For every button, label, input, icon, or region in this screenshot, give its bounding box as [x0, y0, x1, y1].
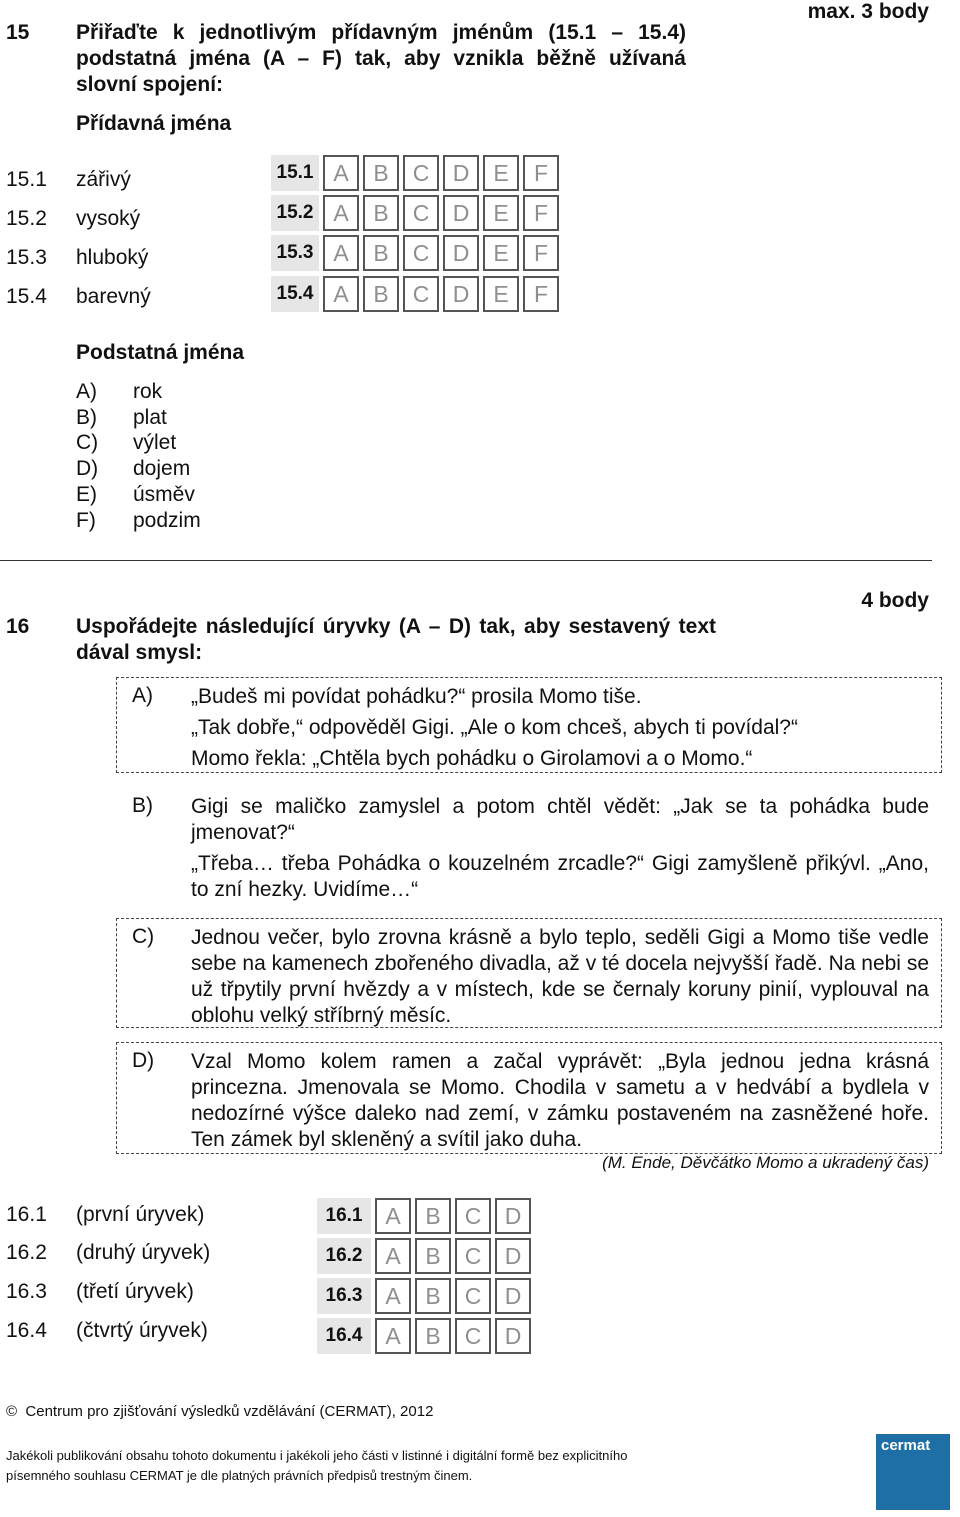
item-label: (čtvrtý úryvek): [76, 1319, 208, 1342]
answer-grid-16-3: [317, 1278, 531, 1314]
option-box-a[interactable]: A: [323, 195, 359, 231]
copyright-icon: ©: [6, 1403, 18, 1420]
option-box-d[interactable]: D: [495, 1198, 531, 1234]
excerpt-letter: D): [132, 1049, 155, 1072]
option-box-b[interactable]: B: [363, 276, 399, 312]
noun-word: úsměv: [133, 483, 195, 506]
copyright-text: Centrum pro zjišťování výsledků vzdělávání (CERMAT), 2012: [25, 1403, 434, 1420]
answer-grid-15-3: [271, 235, 559, 271]
option-box-d[interactable]: D: [495, 1238, 531, 1274]
item-number: 15.1: [6, 168, 47, 191]
adjectives-heading: Přídavná jména: [76, 112, 232, 135]
excerpt-line: Jednou večer, bylo zrovna krásně a bylo teplo, seděli Gigi a Momo tiše vedle sebe na kamenech zbořeného divadla, až v té docela nejvyšší řadě. Na nebi se už třpytily první hvězdy a v místech, kde se černaly koruny pinií, vyplouval na oblohu velký stříbrný měsíc.: [191, 926, 929, 1027]
option-box-a[interactable]: A: [375, 1238, 411, 1274]
option-box-d[interactable]: D: [443, 195, 479, 231]
item-number: 15.2: [6, 207, 47, 230]
section-divider: [0, 560, 932, 561]
question-number: 16: [6, 615, 30, 638]
option-box-e[interactable]: E: [483, 195, 519, 231]
option-box-e[interactable]: E: [483, 155, 519, 191]
noun-word: výlet: [133, 431, 177, 454]
option-box-b[interactable]: B: [415, 1318, 451, 1354]
option-box-d[interactable]: D: [443, 155, 479, 191]
cermat-logo: [876, 1434, 950, 1510]
item-label: (první úryvek): [76, 1203, 205, 1226]
item-number: 15.3: [6, 246, 47, 269]
question-number: 15: [6, 21, 30, 44]
answer-grid-15-2: [271, 195, 559, 231]
item-word: vysoký: [76, 207, 141, 230]
noun-word: plat: [133, 406, 167, 429]
noun-word: podzim: [133, 509, 201, 532]
excerpt-text-b: [191, 794, 929, 903]
option-box-c[interactable]: C: [455, 1238, 491, 1274]
option-box-b[interactable]: B: [363, 195, 399, 231]
item-word: barevný: [76, 285, 151, 308]
excerpt-line: Vzal Momo kolem ramen a začal vyprávět: „Byla jednou jedna krásná princezna. Jmenovala se Momo. Chodila v sametu a v hedvábí a bydlela v nedozírné výšce daleko nad zemí, v zámku postaveném na zasněžené hoře. Ten zámek byl skleněný a svítil jako duha.: [191, 1050, 929, 1151]
noun-letter: E): [76, 483, 97, 506]
grid-label: 15.1: [271, 155, 319, 191]
source-citation: (M. Ende, Děvčátko Momo a ukradený čas): [602, 1153, 929, 1172]
noun-letter: A): [76, 380, 97, 403]
option-box-d[interactable]: D: [495, 1278, 531, 1314]
grid-label: 16.3: [317, 1278, 371, 1314]
option-box-a[interactable]: A: [375, 1318, 411, 1354]
noun-letter: C): [76, 431, 99, 454]
answer-grid-16-2: [317, 1238, 531, 1274]
item-label: (druhý úryvek): [76, 1241, 211, 1264]
item-number: 16.1: [6, 1203, 47, 1226]
grid-label: 16.2: [317, 1238, 371, 1274]
legal-notice: [6, 1446, 627, 1486]
option-box-a[interactable]: A: [375, 1198, 411, 1234]
excerpt-text-a: [191, 684, 929, 772]
excerpt-line: Momo řekla: „Chtěla bych pohádku o Girolamovi a o Momo.“: [191, 747, 753, 770]
excerpt-letter: B): [132, 794, 153, 817]
option-box-a[interactable]: A: [323, 276, 359, 312]
option-box-c[interactable]: C: [455, 1318, 491, 1354]
excerpt-letter: A): [132, 684, 153, 707]
option-box-f[interactable]: F: [523, 235, 559, 271]
grid-label: 15.3: [271, 235, 319, 271]
option-box-d[interactable]: D: [443, 276, 479, 312]
grid-label: 15.4: [271, 276, 319, 312]
option-box-f[interactable]: F: [523, 155, 559, 191]
noun-letter: B): [76, 406, 97, 429]
option-box-c[interactable]: C: [455, 1278, 491, 1314]
option-box-f[interactable]: F: [523, 195, 559, 231]
option-box-b[interactable]: B: [363, 155, 399, 191]
answer-grid-15-4: [271, 276, 559, 312]
excerpt-line: „Tak dobře,“ odpověděl Gigi. „Ale o kom chceš, abych ti povídal?“: [191, 716, 798, 739]
option-box-b[interactable]: B: [363, 235, 399, 271]
grid-label: 15.2: [271, 195, 319, 231]
item-number: 16.4: [6, 1319, 47, 1342]
grid-label: 16.1: [317, 1198, 371, 1234]
item-word: hluboký: [76, 246, 149, 269]
excerpt-text-d: [191, 1049, 929, 1153]
option-box-e[interactable]: E: [483, 276, 519, 312]
answer-grid-15-1: [271, 155, 559, 191]
item-number: 16.3: [6, 1280, 47, 1303]
option-box-b[interactable]: B: [415, 1198, 451, 1234]
excerpt-line: „Budeš mi povídat pohádku?“ prosila Momo tiše.: [191, 685, 642, 708]
points-label: 4 body: [861, 589, 929, 612]
option-box-b[interactable]: B: [415, 1278, 451, 1314]
option-box-c[interactable]: C: [455, 1198, 491, 1234]
noun-letter: D): [76, 457, 99, 480]
noun-word: rok: [133, 380, 163, 403]
grid-label: 16.4: [317, 1318, 371, 1354]
option-box-c[interactable]: C: [403, 276, 439, 312]
legal-notice-line: Jakékoli publikování obsahu tohoto dokumentu i jakékoli jeho části v listinné i digitální formě bez explicitního: [6, 1448, 628, 1463]
answer-grid-16-1: [317, 1198, 531, 1234]
question-instruction: Uspořádejte následující úryvky (A – D) tak, aby sestavený text dával smysl:: [76, 615, 716, 664]
excerpt-line: Gigi se maličko zamyslel a potom chtěl vědět: „Jak se ta pohádka bude jmenovat?“: [191, 795, 929, 844]
nouns-heading: Podstatná jména: [76, 341, 245, 364]
question-instruction: Přiřaďte k jednotlivým přídavným jménům (15.1 – 15.4) podstatná jména (A – F) tak, aby vznikla běžně užívaná slovní spojení:: [76, 21, 686, 96]
excerpt-text-c: [191, 925, 929, 1029]
points-label: max. 3 body: [807, 0, 929, 23]
option-box-a[interactable]: A: [375, 1278, 411, 1314]
option-box-c[interactable]: C: [403, 195, 439, 231]
option-box-a[interactable]: A: [323, 235, 359, 271]
option-box-a[interactable]: A: [323, 155, 359, 191]
noun-letter: F): [76, 509, 96, 532]
noun-word: dojem: [133, 457, 191, 480]
option-box-d[interactable]: D: [495, 1318, 531, 1354]
option-box-f[interactable]: F: [523, 276, 559, 312]
copyright: [6, 1403, 433, 1420]
item-number: 15.4: [6, 285, 47, 308]
option-box-d[interactable]: D: [443, 235, 479, 271]
item-label: (třetí úryvek): [76, 1280, 194, 1303]
option-box-e[interactable]: E: [483, 235, 519, 271]
option-box-c[interactable]: C: [403, 235, 439, 271]
item-number: 16.2: [6, 1241, 47, 1264]
option-box-b[interactable]: B: [415, 1238, 451, 1274]
item-word: zářivý: [76, 168, 131, 191]
logo-text: cermat: [881, 1437, 931, 1454]
option-box-c[interactable]: C: [403, 155, 439, 191]
legal-notice-line: písemného souhlasu CERMAT je dle platných právních předpisů trestným činem.: [6, 1468, 473, 1483]
answer-grid-16-4: [317, 1318, 531, 1354]
excerpt-letter: C): [132, 925, 155, 948]
excerpt-line: „Třeba… třeba Pohádka o kouzelném zrcadle?“ Gigi zamyšleně přikývl. „Ano, to zní hezky. Uvidíme…“: [191, 852, 929, 901]
